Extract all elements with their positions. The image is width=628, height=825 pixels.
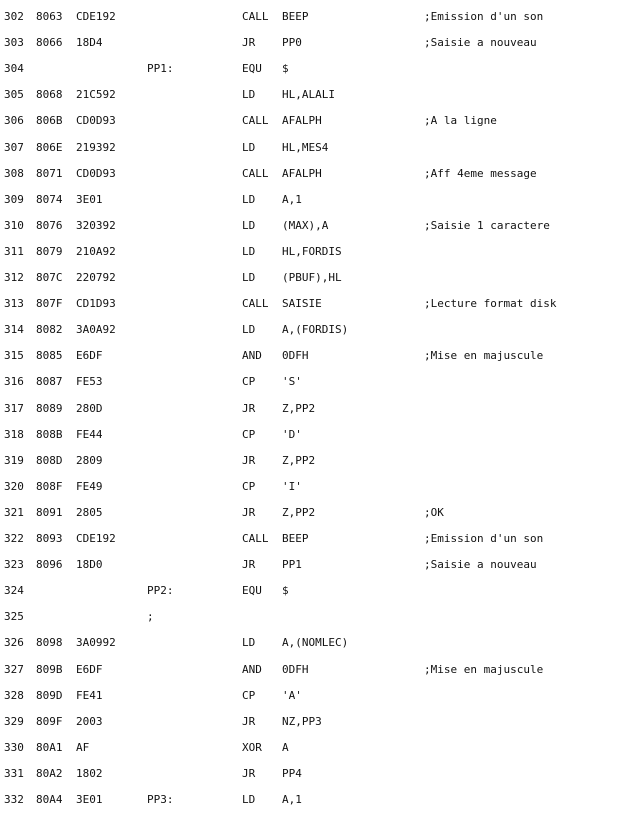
address: 808B [36, 428, 63, 441]
opcode-bytes: CD0D93 [76, 167, 116, 180]
address: 8091 [36, 506, 63, 519]
opcode-bytes: CD0D93 [76, 114, 116, 127]
line-number: 304 [4, 62, 24, 75]
opcode-bytes: 280D [76, 402, 103, 415]
opcode-bytes: 2805 [76, 506, 103, 519]
listing-row [0, 400, 628, 418]
line-number: 313 [4, 297, 24, 310]
mnemonic: CALL [242, 297, 269, 310]
opcode-bytes: FE41 [76, 689, 103, 702]
address: 8096 [36, 558, 63, 571]
operand: PP0 [282, 36, 302, 49]
listing-row [0, 687, 628, 705]
line-number: 331 [4, 767, 24, 780]
mnemonic: JR [242, 402, 256, 415]
address: 8074 [36, 193, 63, 206]
listing-row [0, 373, 628, 391]
line-number: 314 [4, 323, 24, 336]
operand: 'S' [282, 375, 302, 388]
listing-row [0, 243, 628, 261]
address: 809F [36, 715, 63, 728]
operand: 0DFH [282, 349, 309, 362]
mnemonic: JR [242, 767, 256, 780]
line-number: 329 [4, 715, 24, 728]
line-number: 305 [4, 88, 24, 101]
opcode-bytes: 3A0992 [76, 636, 116, 649]
comment: ;A la ligne [424, 114, 497, 127]
line-number: 303 [4, 36, 24, 49]
operand: 'D' [282, 428, 302, 441]
operand: A [282, 741, 289, 754]
address: 8066 [36, 36, 63, 49]
operand: $ [282, 584, 289, 597]
operand: AFALPH [282, 167, 322, 180]
operand: SAISIE [282, 297, 322, 310]
mnemonic: JR [242, 36, 256, 49]
comment: ;Emission d'un son [424, 532, 544, 545]
operand: Z,PP2 [282, 454, 316, 467]
address: 8076 [36, 219, 63, 232]
operand: BEEP [282, 10, 309, 23]
line-number: 310 [4, 219, 24, 232]
opcode-bytes: 320392 [76, 219, 116, 232]
operand: A,1 [282, 793, 302, 806]
line-number: 307 [4, 141, 24, 154]
address: 80A2 [36, 767, 63, 780]
listing-row [0, 60, 628, 78]
opcode-bytes: 219392 [76, 141, 116, 154]
opcode-bytes: 3E01 [76, 793, 103, 806]
opcode-bytes: 18D4 [76, 36, 103, 49]
line-number: 327 [4, 663, 24, 676]
operand: Z,PP2 [282, 402, 316, 415]
mnemonic: AND [242, 663, 262, 676]
operand: AFALPH [282, 114, 322, 127]
listing-row [0, 530, 628, 548]
address: 80A4 [36, 793, 63, 806]
mnemonic: JR [242, 558, 256, 571]
operand: PP1 [282, 558, 302, 571]
comment: ;Lecture format disk [424, 297, 557, 310]
line-number: 321 [4, 506, 24, 519]
operand: HL,ALALI [282, 88, 335, 101]
line-number: 317 [4, 402, 24, 415]
line-number: 311 [4, 245, 24, 258]
address: 8087 [36, 375, 63, 388]
opcode-bytes: 3A0A92 [76, 323, 116, 336]
opcode-bytes: 220792 [76, 271, 116, 284]
opcode-bytes: CD1D93 [76, 297, 116, 310]
line-number: 306 [4, 114, 24, 127]
line-number: 320 [4, 480, 24, 493]
operand: HL,FORDIS [282, 245, 342, 258]
line-number: 319 [4, 454, 24, 467]
address: 809D [36, 689, 63, 702]
opcode-bytes: 18D0 [76, 558, 103, 571]
address: 8098 [36, 636, 63, 649]
operand: PP4 [282, 767, 302, 780]
operand: 0DFH [282, 663, 309, 676]
line-number: 316 [4, 375, 24, 388]
line-number: 302 [4, 10, 24, 23]
listing-row [0, 582, 628, 600]
address: 8082 [36, 323, 63, 336]
line-number: 330 [4, 741, 24, 754]
address: 807C [36, 271, 63, 284]
opcode-bytes: FE49 [76, 480, 103, 493]
listing-row [0, 321, 628, 339]
label: PP2: [147, 584, 174, 597]
mnemonic: LD [242, 219, 256, 232]
comment: ;Mise en majuscule [424, 349, 544, 362]
mnemonic: EQU [242, 62, 262, 75]
listing-row [0, 504, 628, 522]
listing-row [0, 739, 628, 757]
listing-row [0, 426, 628, 444]
address: 808D [36, 454, 63, 467]
opcode-bytes: 1802 [76, 767, 103, 780]
mnemonic: LD [242, 141, 256, 154]
opcode-bytes: CDE192 [76, 532, 116, 545]
mnemonic: EQU [242, 584, 262, 597]
opcode-bytes: E6DF [76, 349, 103, 362]
mnemonic: LD [242, 88, 256, 101]
listing-row [0, 452, 628, 470]
listing-row [0, 556, 628, 574]
address: 8085 [36, 349, 63, 362]
label: ; [147, 610, 154, 623]
label: PP3: [147, 793, 174, 806]
comment: ;Emission d'un son [424, 10, 544, 23]
mnemonic: LD [242, 636, 256, 649]
mnemonic: CALL [242, 532, 269, 545]
comment: ;Saisie 1 caractere [424, 219, 550, 232]
opcode-bytes: 2003 [76, 715, 103, 728]
operand: BEEP [282, 532, 309, 545]
operand: (PBUF),HL [282, 271, 342, 284]
mnemonic: CALL [242, 114, 269, 127]
comment: ;Saisie a nouveau [424, 558, 537, 571]
listing-row [0, 139, 628, 157]
listing-row [0, 634, 628, 652]
listing-row [0, 791, 628, 809]
operand: $ [282, 62, 289, 75]
mnemonic: CALL [242, 10, 269, 23]
line-number: 328 [4, 689, 24, 702]
opcode-bytes: 210A92 [76, 245, 116, 258]
opcode-bytes: CDE192 [76, 10, 116, 23]
address: 809B [36, 663, 63, 676]
listing-row [0, 608, 628, 626]
address: 8071 [36, 167, 63, 180]
line-number: 332 [4, 793, 24, 806]
opcode-bytes: 21C592 [76, 88, 116, 101]
listing-row [0, 86, 628, 104]
mnemonic: LD [242, 323, 256, 336]
mnemonic: CP [242, 689, 256, 702]
listing-row [0, 765, 628, 783]
line-number: 326 [4, 636, 24, 649]
mnemonic: LD [242, 193, 256, 206]
line-number: 308 [4, 167, 24, 180]
comment: ;Aff 4eme message [424, 167, 537, 180]
mnemonic: JR [242, 454, 256, 467]
address: 8093 [36, 532, 63, 545]
line-number: 309 [4, 193, 24, 206]
opcode-bytes: FE53 [76, 375, 103, 388]
address: 808F [36, 480, 63, 493]
operand: HL,MES4 [282, 141, 329, 154]
mnemonic: CP [242, 480, 256, 493]
comment: ;Saisie a nouveau [424, 36, 537, 49]
mnemonic: LD [242, 793, 256, 806]
mnemonic: JR [242, 506, 256, 519]
comment: ;OK [424, 506, 444, 519]
listing-row [0, 713, 628, 731]
comment: ;Mise en majuscule [424, 663, 544, 676]
operand: A,1 [282, 193, 302, 206]
line-number: 312 [4, 271, 24, 284]
address: 806B [36, 114, 63, 127]
operand: (MAX),A [282, 219, 329, 232]
mnemonic: LD [242, 245, 256, 258]
address: 8068 [36, 88, 63, 101]
address: 807F [36, 297, 63, 310]
mnemonic: XOR [242, 741, 262, 754]
listing-row [0, 661, 628, 679]
operand: 'A' [282, 689, 302, 702]
mnemonic: JR [242, 715, 256, 728]
operand: NZ,PP3 [282, 715, 322, 728]
operand: 'I' [282, 480, 302, 493]
line-number: 315 [4, 349, 24, 362]
address: 8079 [36, 245, 63, 258]
label: PP1: [147, 62, 174, 75]
mnemonic: LD [242, 271, 256, 284]
operand: A,(FORDIS) [282, 323, 349, 336]
line-number: 325 [4, 610, 24, 623]
opcode-bytes: AF [76, 741, 90, 754]
opcode-bytes: E6DF [76, 663, 103, 676]
line-number: 322 [4, 532, 24, 545]
mnemonic: CP [242, 375, 256, 388]
listing-row [0, 112, 628, 130]
line-number: 323 [4, 558, 24, 571]
opcode-bytes: 3E01 [76, 193, 103, 206]
listing-row [0, 191, 628, 209]
listing-row [0, 217, 628, 235]
listing-row [0, 295, 628, 313]
listing-row [0, 8, 628, 26]
mnemonic: AND [242, 349, 262, 362]
listing-row [0, 478, 628, 496]
line-number: 318 [4, 428, 24, 441]
line-number: 324 [4, 584, 24, 597]
opcode-bytes: FE44 [76, 428, 103, 441]
listing-row [0, 165, 628, 183]
mnemonic: CP [242, 428, 256, 441]
listing-row [0, 34, 628, 52]
address: 806E [36, 141, 63, 154]
address: 8089 [36, 402, 63, 415]
opcode-bytes: 2809 [76, 454, 103, 467]
address: 8063 [36, 10, 63, 23]
listing-row [0, 347, 628, 365]
mnemonic: CALL [242, 167, 269, 180]
address: 80A1 [36, 741, 63, 754]
operand: A,(NOMLEC) [282, 636, 349, 649]
listing-row [0, 269, 628, 287]
operand: Z,PP2 [282, 506, 316, 519]
